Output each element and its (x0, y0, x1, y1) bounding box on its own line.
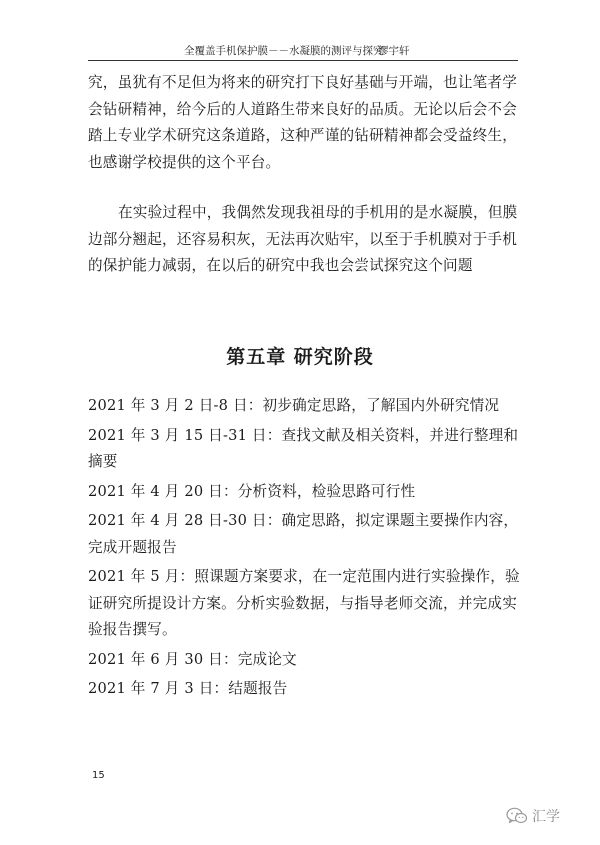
timeline-item: 2021 年 4 月 20 日：分析资料，检验思路可行性 (88, 482, 416, 500)
timeline-list (88, 393, 520, 706)
timeline-item: 2021 年 3 月 2 日-8 日：初步确定思路，了解国内外研究情况 (88, 397, 500, 414)
body-paragraph: 究，虽犹有不足但为将来的研究打下良好基础与开端，也让笔者学会钻研精神，给今后的人道路生带来良好的品质。无论以后会不会踏上专业学术研究这条道路，这种严谨的钻研精神都会受益终生，也感谢学校提供的这个平台。 (88, 74, 518, 171)
timeline-item: 2021 年 5 月：照课题方案要求，在一定范围内进行实验操作，验证研究所提设计方案。分析实验数据，与指导老师交流，并完成实验报告撰写。 (88, 568, 520, 638)
running-header (88, 40, 518, 60)
page-number: 15 (92, 770, 105, 781)
header-divider (88, 60, 518, 61)
watermark (506, 804, 560, 828)
chapter-heading: 第五章 研究阶段 (226, 346, 374, 368)
timeline-item: 2021 年 3 月 15 日-31 日：查找文献及相关资料，并进行整理和摘要 (88, 426, 519, 470)
timeline-item: 2021 年 4 月 28 日-30 日：确定思路，拟定课题主要操作内容，完成开题报告 (88, 512, 519, 556)
watermark-text: 汇学 (532, 809, 560, 825)
header-author: 缪宇轩 (378, 45, 410, 57)
timeline-item: 2021 年 7 月 3 日：结题报告 (88, 680, 288, 697)
body-paragraph: 在实验过程中，我偶然发现我祖母的手机用的是水凝膜，但膜边部分翘起，还容易积灰，无法再次贴牢，以至于手机膜对于手机的保护能力减弱，在以后的研究中我也会尝试探究这个问题 (88, 204, 518, 274)
header-title: 全覆盖手机保护膜－－水凝膜的测评与探究 (184, 45, 384, 57)
wechat-icon (506, 807, 528, 825)
timeline-item: 2021 年 6 月 30 日：完成论文 (88, 650, 297, 668)
